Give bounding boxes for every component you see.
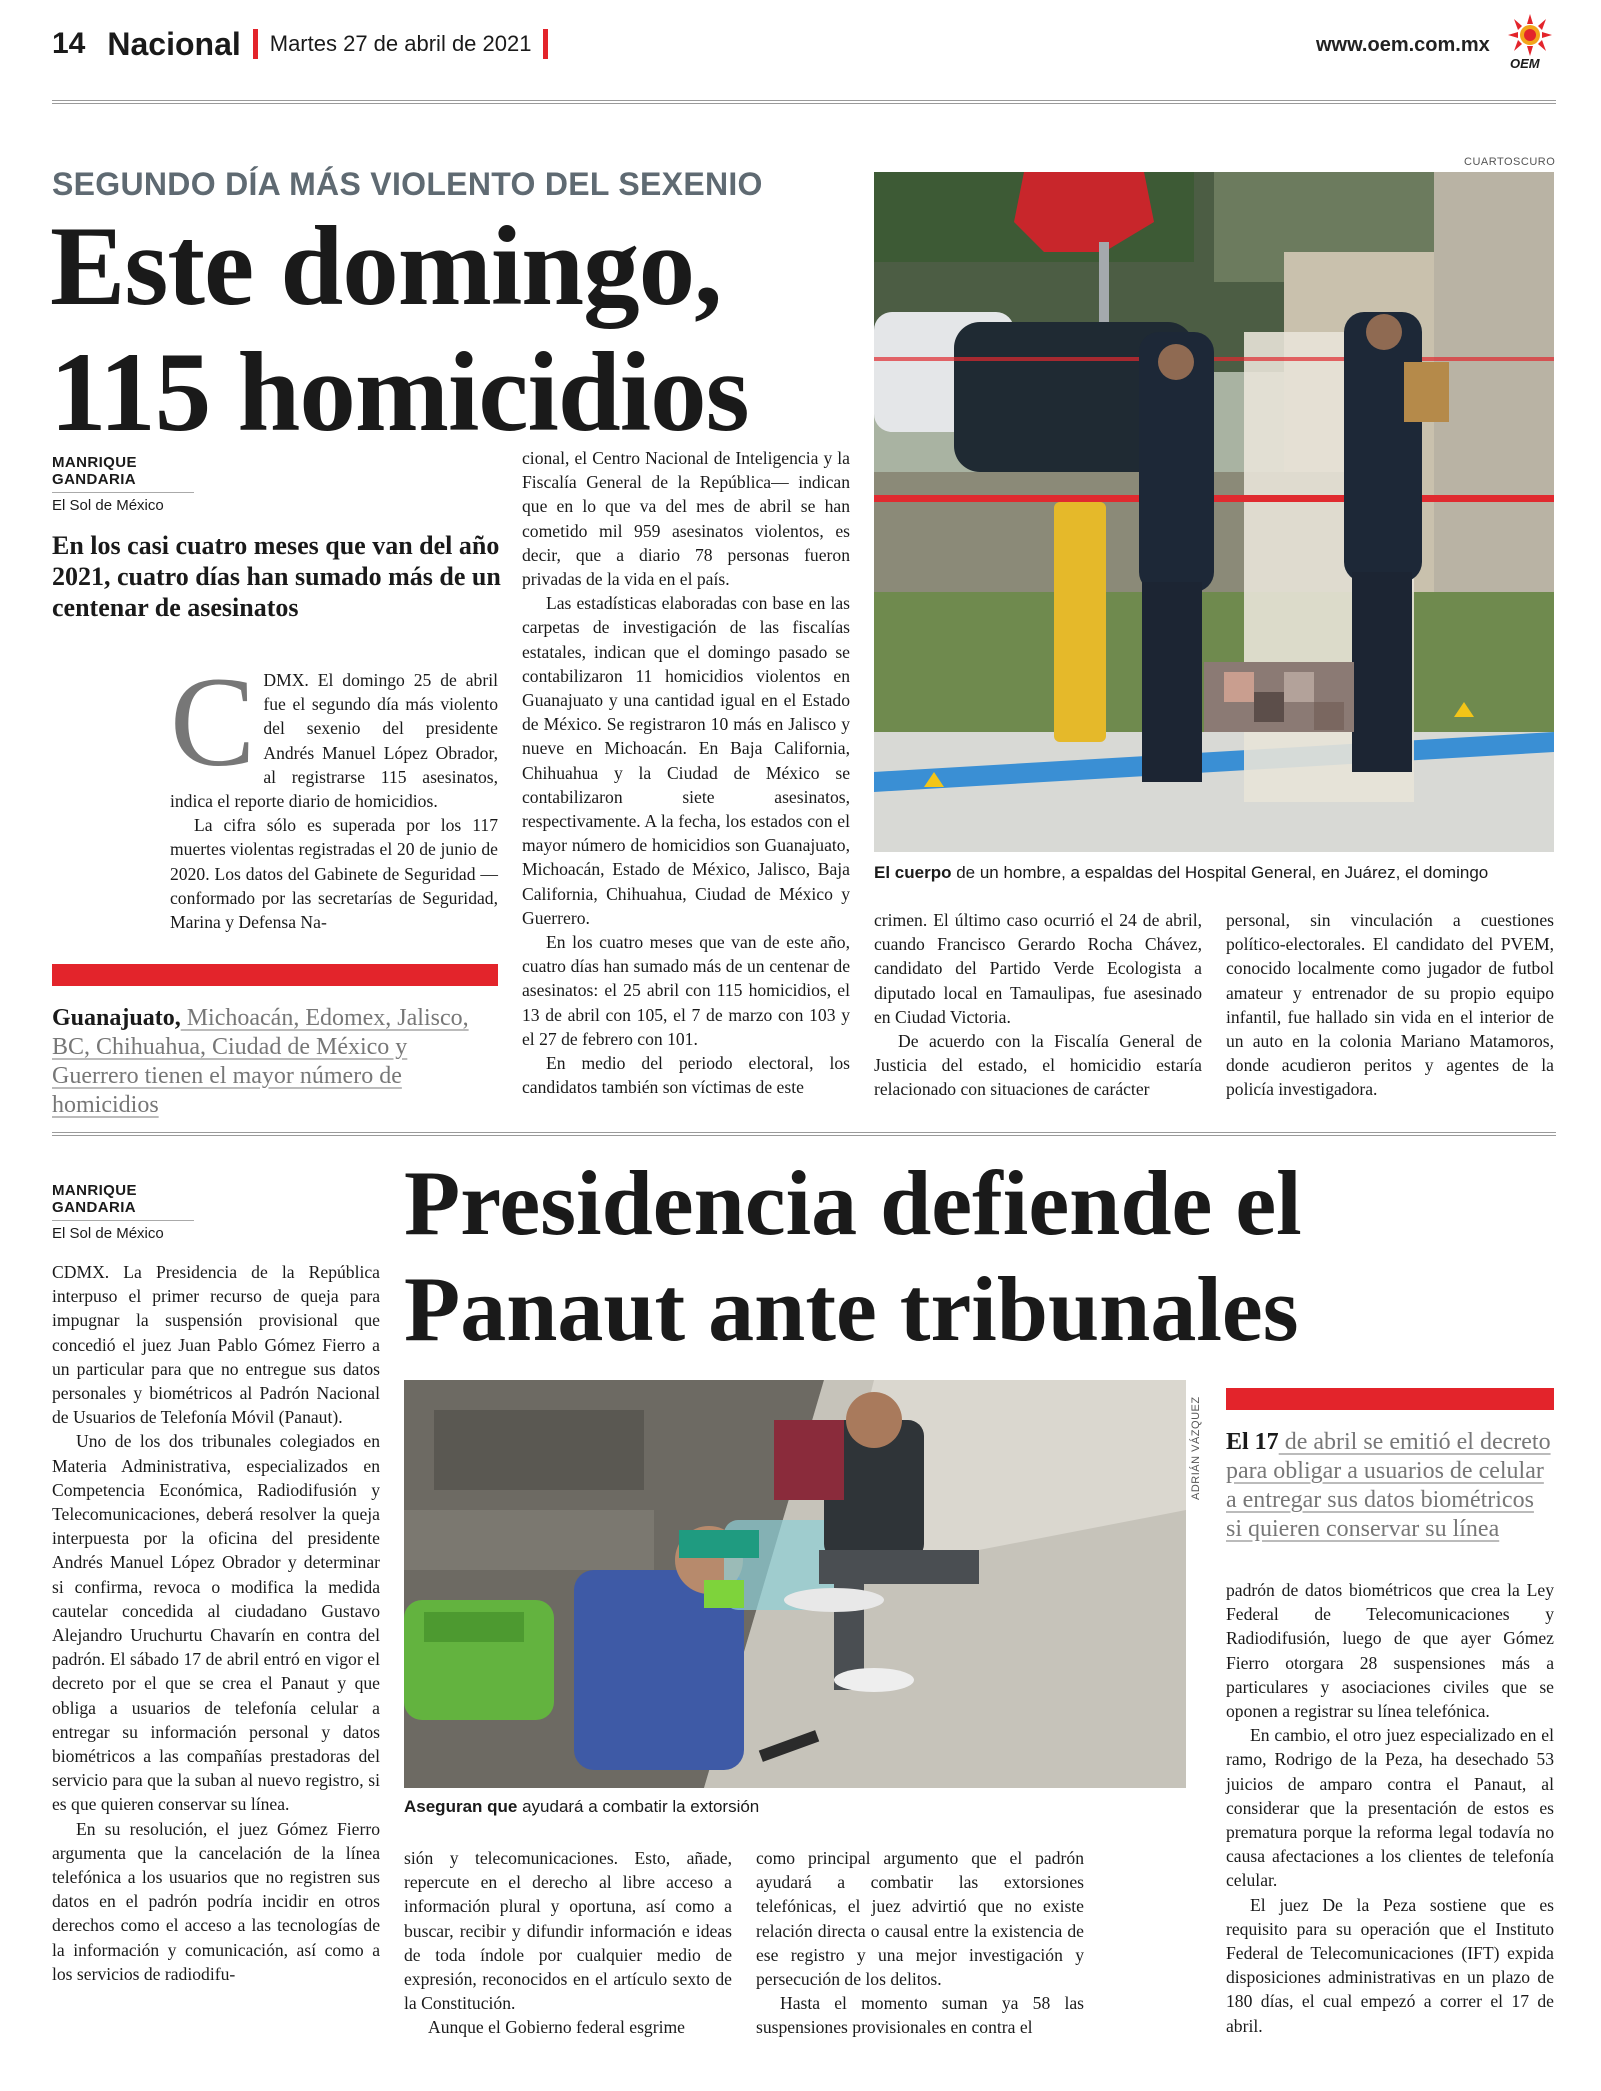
article1-paragraph: En los cuatro meses que van de este año, cuatro días han sumado más de un centenar de asesinatos: el 25 abril con 115 homicidios, el 13 de abril con 105, el 7 de marzo con 103 y el 27 de febrero con 101. xyxy=(522,932,850,1049)
article1-deck: En los casi cuatro meses que van del año 2021, cuatro días han sumado más de un centenar de asesinatos xyxy=(52,531,501,622)
pullquote-lead: Guanajuato, xyxy=(52,1005,181,1031)
header-divider xyxy=(253,29,258,59)
article1-paragraph: cional, el Centro Nacional de Inteligencia y la Fiscalía General de la República— indican que en lo que va del mes de abril se han cometido mil 959 asesinatos violentos, es decir, que a diario 78 personas fueron privadas de la vida en el país. xyxy=(522,448,850,590)
photo-caption xyxy=(874,862,1554,884)
page-number: 14 xyxy=(52,27,86,60)
section-name: Nacional xyxy=(107,25,241,62)
byline-outlet: El Sol de México xyxy=(52,1220,194,1242)
article2-pull-bar xyxy=(1226,1388,1554,1410)
article1-paragraph: En medio del periodo electoral, los candidatos también son víctimas de este xyxy=(522,1053,850,1098)
article2-headline-line1: Presidencia defiende el xyxy=(404,1152,1302,1254)
article2-paragraph: sión y telecomunicaciones. Esto, añade, repercute en el derecho al libre acceso a información plural y oportuna, así como a buscar, recibir y difundir información e ideas de toda índole por cualquier medio de expresión, reconocidos en el artículo sexto de la Constitución. xyxy=(404,1848,732,2014)
caption-text: de un hombre, a espaldas del Hospital General, en Juárez, el domingo xyxy=(951,863,1489,882)
crime-scene-photo-image xyxy=(874,172,1554,852)
article-separator xyxy=(52,1132,1556,1136)
page-header xyxy=(52,24,548,64)
caption-lead: Aseguran que xyxy=(404,1797,518,1816)
header-rule xyxy=(52,100,1556,104)
article1-paragraph: crimen. El último caso ocurrió el 24 de abril, cuando Francisco Gerardo Rocha Chávez, candidato del Partido Verde Ecologista a diputado local en Tamaulipas, fue asesinado en Ciudad Victoria. xyxy=(874,910,1202,1027)
article1-pullquote xyxy=(52,1004,498,1120)
caption-lead: El cuerpo xyxy=(874,863,952,882)
article1-column-3 xyxy=(874,908,1202,1102)
article2-column-3 xyxy=(756,1846,1084,2040)
article2-headline-line2: Panaut ante tribunales xyxy=(404,1258,1299,1360)
article1-kicker: SEGUNDO DÍA MÁS VIOLENTO DEL SEXENIO xyxy=(52,166,763,202)
logo-text: OEM xyxy=(1510,56,1540,71)
pullquote-text: Michoacán, Edomex, Jalisco, BC, Chihuahua, Ciudad de México y Guerrero tienen el mayor número de homicidios xyxy=(52,1005,469,1118)
article2-paragraph: En su resolución, el juez Gómez Fierro argumenta que la cancelación de la línea telefónica a los usuarios que no registren sus datos en el padrón podría incidir en otros derechos como el acceso a las tecnologías de la información y comunicación, así como a los servicios de radiodifu- xyxy=(52,1818,380,1984)
article1-paragraph: Las estadísticas elaboradas con base en las carpetas de investigación de las fiscalías estatales, indican que el domingo pasado se contabilizaron 11 homicidios violentos en Guanajuato y una cantidad igual en el Estado de México. Se registraron 10 más en Jalisco y nueve en Michoacán. En Baja California, Chihuahua y la Ciudad de México se contabilizaron siete asesinatos, respectivamente. A la fecha, los estados con el mayor número de homicidios son Guanajuato, Michoacán, Estado de México, Jalisco, Baja California, Chihuahua, Ciudad de México y Guerrero. xyxy=(522,593,850,928)
article2-byline xyxy=(52,1182,202,1243)
article2-column-4 xyxy=(1226,1578,1554,2038)
byline-author: MANRIQUE GANDARIA xyxy=(52,1182,137,1216)
article2-column-1 xyxy=(52,1260,380,1986)
article2-paragraph: En cambio, el otro juez especializado en el ramo, Rodrigo de la Peza, ha desechado 53 juicios de amparo contra el Panaut, al considerar que la presentación de estos es prematura porque la reforma legal todavía no causa afectaciones a los clientes de telefonía celular. xyxy=(1226,1725,1554,1891)
article1-byline xyxy=(52,454,202,515)
street-photo xyxy=(404,1380,1186,1788)
article2-column-2 xyxy=(404,1846,732,2040)
article1-dropcap: C xyxy=(170,651,256,793)
pullquote-lead: El 17 xyxy=(1226,1429,1279,1455)
article2-paragraph: padrón de datos biométricos que crea la Ley Federal de Telecomunicaciones y Radiodifusión, luego de que ayer Gómez Fierro otorgara 28 suspensiones más a particulares y asociaciones civiles que se oponen a registrar su línea telefónica. xyxy=(1226,1580,1554,1722)
article1-headline-line1: Este domingo, xyxy=(50,204,722,329)
street-photo-image xyxy=(404,1380,1186,1788)
article1-column-1 xyxy=(170,651,498,934)
article1-column-2 xyxy=(522,446,850,1099)
pullquote-text: de abril se emitió el decreto para obligar a usuarios de celular a entregar sus datos biométricos si quieren conservar su línea xyxy=(1226,1429,1551,1542)
article1-headline-line2: 115 homicidios xyxy=(50,330,749,455)
article2-paragraph: Hasta el momento suman ya 58 las suspensiones provisionales en contra el xyxy=(756,1993,1084,2038)
article1-paragraph: De acuerdo con la Fiscalía General de Justicia del estado, el homicidio estaría relacionado con situaciones de carácter xyxy=(874,1031,1202,1100)
article1-paragraph: La cifra sólo es superada por los 117 muertes violentas registradas el 20 de junio de 2020. Los datos del Gabinete de Seguridad —conformado por las secretarías de Seguridad, Marina y Defensa Na- xyxy=(170,815,498,933)
article2-pullquote xyxy=(1226,1428,1554,1544)
byline-author: MANRIQUE GANDARIA xyxy=(52,454,137,488)
website-url[interactable]: www.oem.com.mx xyxy=(1316,34,1490,56)
photo-caption xyxy=(404,1796,1186,1818)
caption-text: ayudará a combatir la extorsión xyxy=(517,1797,760,1816)
issue-date: Martes 27 de abril de 2021 xyxy=(269,31,532,56)
photo-credit: CUARTOSCURO xyxy=(1464,156,1556,168)
article2-paragraph: CDMX. La Presidencia de la República interpuso el primer recurso de queja para impugnar la suspensión provisional que concedió el juez Juan Pablo Gómez Fierro a un particular para que no entregue sus datos personales y biométricos al Padrón Nacional de Usuarios de Telefonía Móvil (Panaut). xyxy=(52,1262,380,1428)
article1-headline xyxy=(50,204,850,456)
article1-paragraph: DMX. El domingo 25 de abril fue el segundo día más violento del sexenio del presidente Andrés Manuel López Obrador, al registrarse 115 asesinatos, indica el reporte diario de homicidios. xyxy=(170,670,498,812)
article2-paragraph: El juez De la Peza sostiene que es requisito para su operación que el Instituto Federal de Telecomunicaciones (IFT) expida disposiciones administrativas en un plazo de 180 días, el cual empezó a correr el 17 de abril. xyxy=(1226,1894,1554,2036)
crime-scene-photo xyxy=(874,172,1554,852)
article2-paragraph: como principal argumento que el padrón ayudará a combatir las extorsiones telefónicas, el juez advirtió que no existe relación directa o causal entre la existencia de ese registro y una mejor investigación y persecución de los delitos. xyxy=(756,1848,1084,1990)
article2-paragraph: Uno de los dos tribunales colegiados en Materia Administrativa, especializados en Competencia Económica, Radiodifusión y Telecomunicaciones, deberá resolver la queja interpuesta por la oficina del presidente Andrés Manuel López Obrador y determinar si confirma, revoca o modifica la medida cautelar concedida al ciudadano Gustavo Alejandro Uruchurtu Chavarín en contra del padrón. El sábado 17 de abril entró en vigor el decreto por el que se crea el Panaut y que obliga a usuarios de telefonía celular a entregar su información personal y datos biométricos a las compañías prestadoras del servicio para que la suban al nuevo registro, si es que quieren conservar su línea. xyxy=(52,1431,380,1815)
article1-pull-bar xyxy=(52,964,498,986)
article2-headline xyxy=(404,1150,1554,1362)
photo-credit: ADRIÁN VÁZQUEZ xyxy=(1190,1396,1202,1500)
article1-column-4 xyxy=(1226,908,1554,1102)
byline-outlet: El Sol de México xyxy=(52,492,194,514)
article1-paragraph: personal, sin vinculación a cuestiones político-electorales. El candidato del PVEM, conocido localmente como jugador de futbol amateur y entrenador de su propio equipo infantil, fue hallado sin vida en el interior de un auto en la colonia Mariano Matamoros, donde acudieron peritos y agentes de la policía investigadora. xyxy=(1226,910,1554,1100)
oem-logo xyxy=(1506,12,1554,72)
header-divider xyxy=(543,29,548,59)
article2-paragraph: Aunque el Gobierno federal esgrime xyxy=(428,2017,685,2038)
